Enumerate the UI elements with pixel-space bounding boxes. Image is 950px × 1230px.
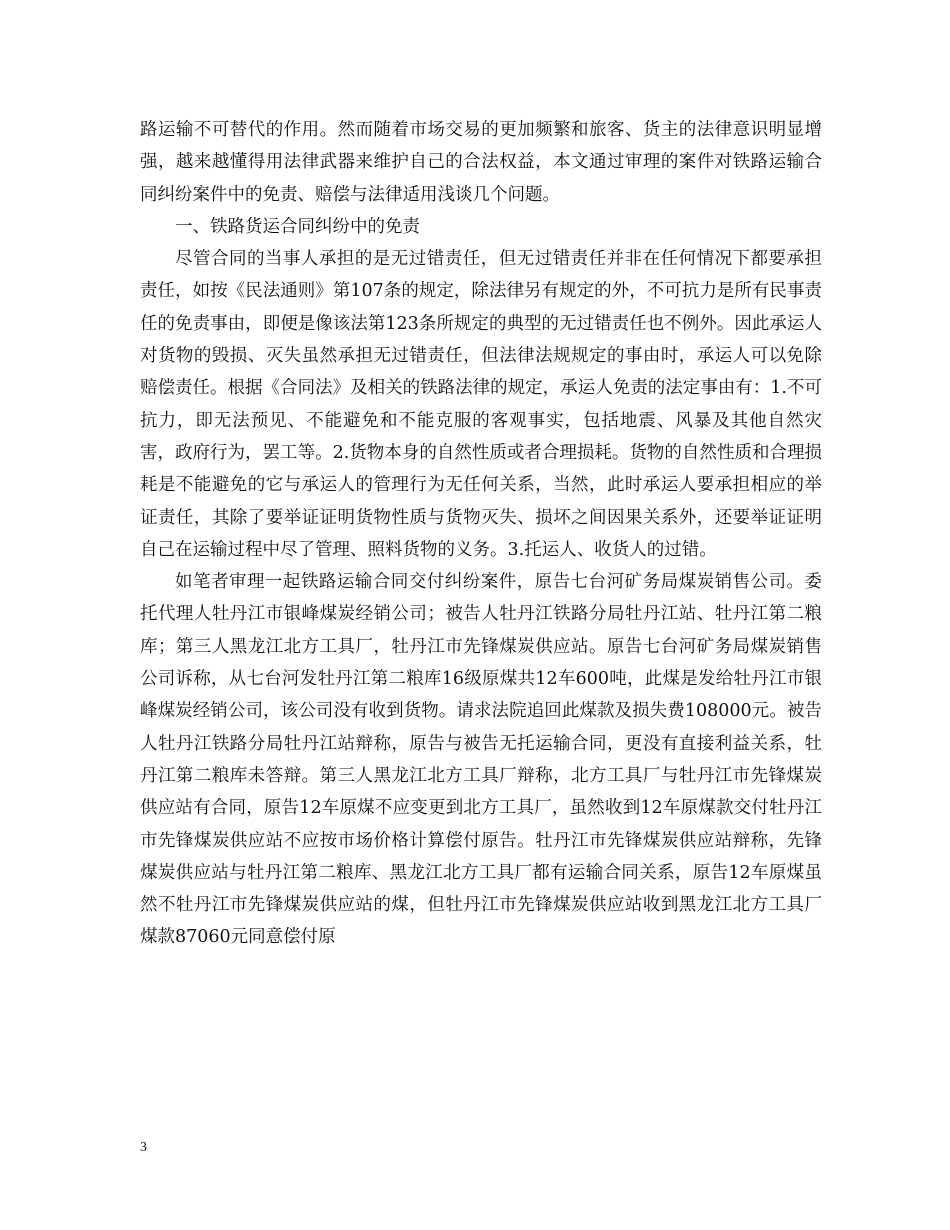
body-text [140,114,822,954]
page-number: 3 [140,1140,147,1155]
paragraph-3: 如笔者审理一起铁路运输合同交付纠纷案件，原告七台河矿务局煤炭销售公司。委托代理人牡丹江市银峰煤炭经销公司；被告人牡丹江铁路分局牡丹江站、牡丹江第二粮库；第三人黑龙江北方工具厂，牡丹江市先锋煤炭供应站。原告七台河矿务局煤炭销售公司诉称，从七台河发牡丹江第二粮库16级原煤共12车600吨，此煤是发给牡丹江市银峰煤炭经销公司，该公司没有收到货物。请求法院追回此煤款及损失费108000元。被告人牡丹江铁路分局牡丹江站辩称，原告与被告无托运输合同，更没有直接利益关系，牡丹江第二粮库未答辩。第三人黑龙江北方工具厂辩称，北方工具厂与牡丹江市先锋煤炭供应站有合同，原告12车原煤不应变更到北方工具厂，虽然收到12车原煤款交付牡丹江市先锋煤炭供应站不应按市场价格计算偿付原告。牡丹江市先锋煤炭供应站辩称，先锋煤炭供应站与牡丹江第二粮库、黑龙江北方工具厂都有运输合同关系，原告12车原煤虽然不牡丹江市先锋煤炭供应站的煤，但牡丹江市先锋煤炭供应站收到黑龙江北方工具厂煤款87060元同意偿付原 [140,572,822,948]
section-heading: 一、铁路货运合同纠纷中的免责 [175,216,420,237]
paragraph-1: 路运输不可替代的作用。然而随着市场交易的更加频繁和旅客、货主的法律意识明显增强，越来越懂得用法律武器来维护自己的合法权益，本文通过审理的案件对铁路运输合同纠纷案件中的免责、赔偿与法律适用浅谈几个问题。 [140,120,822,205]
paragraph-2: 尽管合同的当事人承担的是无过错责任，但无过错责任并非在任何情况下都要承担责任，如按《民法通则》第107条的规定，除法律另有规定的外，不可抗力是所有民事责任的免责事由，即便是像该法第123条所规定的典型的无过错责任也不例外。因此承运人对货物的毁损、灭失虽然承担无过错责任，但法律法规规定的事由时，承运人可以免除赔偿责任。根据《合同法》及相关的铁路法律的规定，承运人免责的法定事由有：1.不可抗力，即无法预见、不能避免和不能克服的客观事实，包括地震、风暴及其他自然灾害，政府行为，罢工等。2.货物本身的自然性质或者合理损耗。货物的自然性质和合理损耗是不能避免的它与承运人的管理行为无任何关系，当然，此时承运人要承担相应的举证责任，其除了要举证证明货物性质与货物灭失、损坏之间因果关系外，还要举证证明自己在运输过程中尽了管理、照料货物的义务。3.托运人、收货人的过错。 [140,249,822,560]
